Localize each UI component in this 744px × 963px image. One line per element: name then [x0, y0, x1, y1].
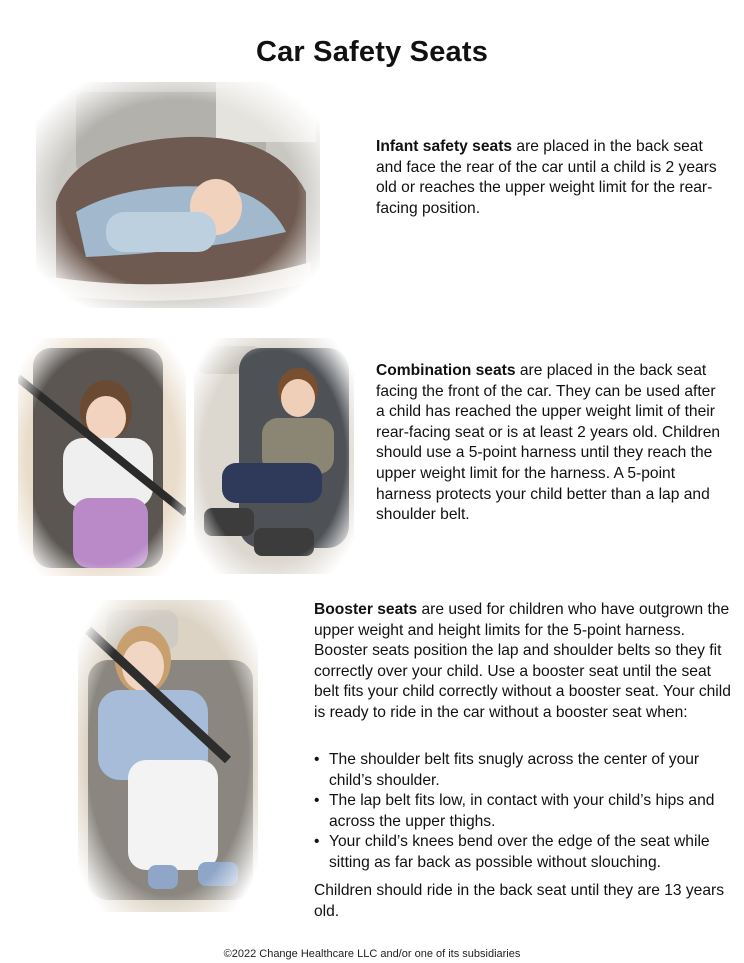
combination-seats-paragraph — [376, 361, 728, 526]
copyright-footer: ©2022 Change Healthcare LLC and/or one of its subsidiaries — [223, 948, 521, 960]
booster-seats-paragraph — [314, 600, 734, 724]
list-item: • Your child’s knees bend over the edge of the seat while sitting as far back as possible without slouching. — [314, 832, 738, 873]
page-title: Car Safety Seats — [255, 36, 489, 68]
infant-seats-paragraph — [376, 137, 726, 219]
combination-seats-lead: Combination seats — [376, 362, 516, 379]
booster-seats-body: are used for children who have outgrown the upper weight and height limits for the 5-point harness. Booster seats position the lap and shoulder belts so they fit correctly over your child. Use a booster seat until the seat belt fits your child correctly without a booster seat. Your child is ready to ride in the car without a booster seat when: — [314, 601, 731, 721]
infant-seats-lead: Infant safety seats — [376, 138, 513, 155]
booster-seat-girl-illustration — [78, 600, 258, 912]
combination-seats-body: are placed in the back seat facing the front of the car. They can be used after a child has reached the upper weight limit of their rear-facing seat or is at least 2 years old. Children should use a 5-point harness until they reach the upper weight limit for the harness. A 5-point harness protects your child better than a lap and shoulder belt. — [376, 362, 721, 524]
list-item: • The shoulder belt fits snugly across the center of your child’s shoulder. — [314, 750, 738, 791]
booster-seats-lead: Booster seats — [314, 601, 418, 618]
list-item: • The lap belt fits low, in contact with your child’s hips and across the upper thighs. — [314, 791, 738, 832]
infant-seats-body: are placed in the back seat and face the rear of the car until a child is 2 years old or reaches the upper weight limit for the rear-facing position. — [376, 138, 717, 217]
back-seat-age-paragraph: Children should ride in the back seat until they are 13 years old. — [314, 882, 725, 920]
infant-seat-illustration — [36, 82, 320, 308]
combination-seat-girl-illustration — [18, 338, 186, 576]
combination-seat-boy-illustration — [194, 338, 354, 574]
booster-readiness-list — [314, 750, 738, 874]
